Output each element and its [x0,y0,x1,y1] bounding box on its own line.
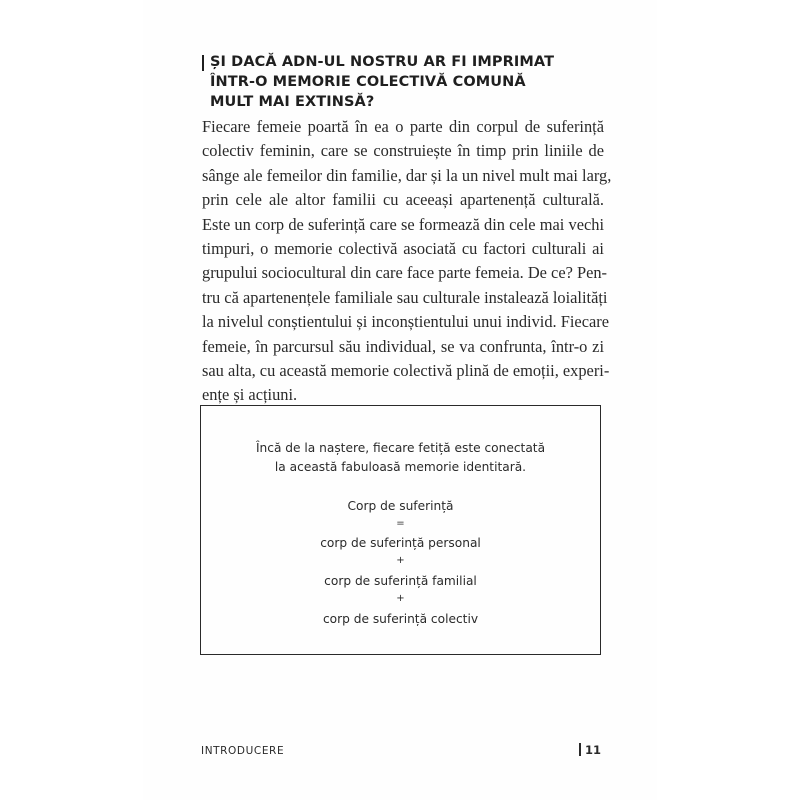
callout-intro-line-1: Încă de la naștere, fiecare fetiță este conectată [255,441,546,455]
body-paragraph [202,115,612,408]
body-line-4: prin cele ale altor familii cu aceeași apartenență culturală. [202,190,604,210]
body-line-2: colectiv feminin, care se construiește în timp prin liniile de [202,141,604,161]
equation-colectiv: corp de suferință colectiv [322,612,479,626]
body-line-1: Fiecare femeie poartă în ea o parte din corpul de suferință [202,117,604,136]
callout-intro-line-2: la această fabuloasă memorie identitară. [274,460,527,474]
section-heading [202,52,602,112]
heading-line-1: ȘI DACĂ ADN-UL NOSTRU AR FI IMPRIMAT [210,54,555,70]
callout-intro [201,439,600,477]
body-line-7: grupului sociocultural din care face parte femeia. De ce? Pen- [202,263,608,283]
page-number [579,743,601,757]
heading-line-3: MULT MAI EXTINSĂ? [210,94,375,110]
equation-familial: corp de suferință familial [324,574,477,588]
heading-line-2: ÎNTR-O MEMORIE COLECTIVĂ COMUNĂ [210,74,526,90]
body-line-12: ențe și acțiuni. [202,385,298,405]
equation-plus-1: + [396,555,405,566]
equation-personal: corp de suferință personal [320,536,481,550]
body-line-11: sau alta, cu această memorie colectivă plină de emoții, experi- [202,361,610,381]
page-number-bar [579,743,581,756]
body-line-9: la nivelul conștientului și inconștientului unui individ. Fiecare [202,312,609,332]
body-line-8: tru că apartenențele familiale sau culturale instalează loialități [202,287,608,307]
body-line-10: femeie, în parcursul său individual, se va confrunta, într-o zi [202,336,604,356]
equation-equals: = [396,518,405,529]
body-line-5: Este un corp de suferință care se formează din cele mai vechi [202,214,604,234]
body-line-6: timpuri, o memorie colectivă asociată cu factori culturali ai [202,239,604,259]
callout-box [200,405,601,655]
body-line-3: sânge ale femeilor din familie, dar și la un nivel mult mai larg, [202,165,612,185]
running-footer-section: INTRODUCERE [201,745,285,757]
page-number-value: 11 [584,743,601,757]
book-page [143,0,657,800]
equation-total: Corp de suferință [347,499,454,513]
heading-bar [202,55,204,71]
equation-plus-2: + [396,593,405,604]
